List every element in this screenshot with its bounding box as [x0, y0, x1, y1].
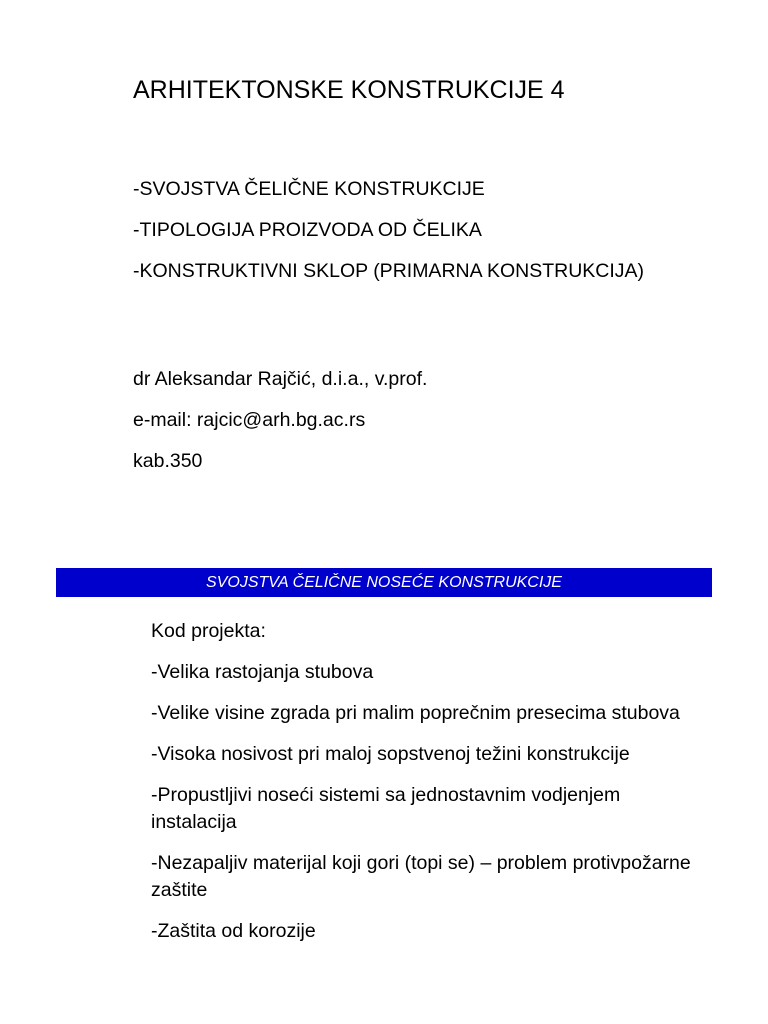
list-item: -Zaštita od korozije: [151, 920, 316, 942]
author-office: kab.350: [133, 450, 203, 472]
list-item: -Velike visine zgrada pri malim poprečnim presecima stubova: [151, 702, 680, 724]
topic-item: -SVOJSTVA ČELIČNE KONSTRUKCIJE: [133, 178, 485, 200]
topic-item: -KONSTRUKTIVNI SKLOP (PRIMARNA KONSTRUKCIJA): [133, 260, 645, 282]
document-title: ARHITEKTONSKE KONSTRUKCIJE 4: [133, 76, 565, 104]
section-heading-banner: SVOJSTVA ČELIČNE NOSEĆE KONSTRUKCIJE: [56, 568, 712, 597]
author-email: e-mail: rajcic@arh.bg.ac.rs: [133, 409, 366, 431]
list-item: -Velika rastojanja stubova: [151, 661, 374, 683]
list-item: -Propustljivi noseći sistemi sa jednostavnim vodjenjem instalacija: [151, 784, 621, 833]
author-name: dr Aleksandar Rajčić, d.i.a., v.prof.: [133, 368, 428, 390]
topic-item: -TIPOLOGIJA PROIZVODA OD ČELIKA: [133, 219, 482, 241]
properties-list: [151, 618, 711, 959]
list-item: -Nezapaljiv materijal koji gori (topi se) – problem protivpožarne zaštite: [151, 852, 691, 901]
list-intro: Kod projekta:: [151, 620, 266, 642]
list-item: -Visoka nosivost pri maloj sopstvenoj težini konstrukcije: [151, 743, 630, 765]
author-block: [133, 366, 693, 489]
topics-list: [133, 176, 693, 299]
